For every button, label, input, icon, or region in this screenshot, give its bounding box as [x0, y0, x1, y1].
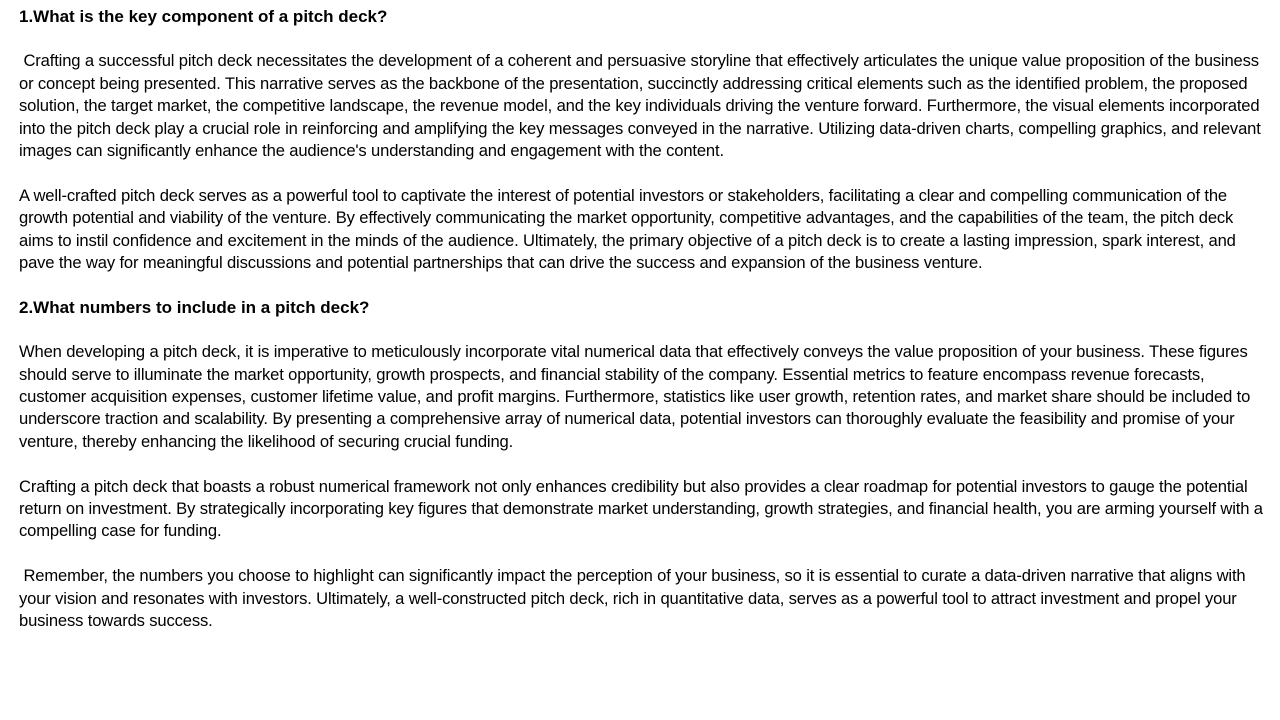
spacer	[19, 319, 1269, 341]
section-1-paragraph-1: Crafting a successful pitch deck necessitates the development of a coherent and persuasive storyline that effectively articulates the unique value proposition of the business or concept being presented. This narrative serves as the backbone of the presentation, succinctly addressing critical elements such as the identified problem, the proposed solution, the target market, the competitive landscape, the revenue model, and the key individuals driving the venture forward. Furthermore, the visual elements incorporated into the pitch deck play a crucial role in reinforcing and amplifying the key messages conveyed in the narrative. Utilizing data-driven charts, compelling graphics, and relevant images can significantly enhance the audience's understanding and engagement with the content.	[19, 51, 1266, 161]
spacer	[19, 274, 1269, 296]
slide-content	[19, 6, 1269, 632]
spacer	[19, 28, 1269, 50]
spacer	[19, 543, 1269, 565]
section-1-paragraph-2: A well-crafted pitch deck serves as a powerful tool to captivate the interest of potential investors or stakeholders, facilitating a clear and compelling communication of the growth potential and viability of the venture. By effectively communicating the market opportunity, competitive advantages, and the capabilities of the team, the pitch deck aims to instil confidence and excitement in the minds of the audience. Ultimately, the primary objective of a pitch deck is to create a lasting impression, spark interest, and pave the way for meaningful discussions and potential partnerships that can drive the success and expansion of the business venture.	[19, 185, 1236, 273]
spacer	[19, 162, 1269, 184]
spacer	[19, 453, 1269, 475]
section-2-heading: 2.What numbers to include in a pitch deck?	[19, 297, 370, 317]
section-1-heading: 1.What is the key component of a pitch deck?	[19, 7, 388, 26]
section-2-paragraph-3: Remember, the numbers you choose to highlight can significantly impact the perception of your business, so it is essential to curate a data-driven narrative that aligns with your vision and resonates with investors. Ultimately, a well-constructed pitch deck, rich in quantitative data, serves as a powerful tool to attract investment and propel your business towards success.	[19, 566, 1250, 631]
section-2-paragraph-1: When developing a pitch deck, it is imperative to meticulously incorporate vital numerical data that effectively conveys the value proposition of your business. These figures should serve to illuminate the market opportunity, growth prospects, and financial stability of the company. Essential metrics to feature encompass revenue forecasts, customer acquisition expenses, customer lifetime value, and profit margins. Furthermore, statistics like user growth, retention rates, and market share should be included to underscore traction and scalability. By presenting a comprehensive array of numerical data, potential investors can thoroughly evaluate the feasibility and promise of your venture, thereby enhancing the likelihood of securing crucial funding.	[19, 342, 1251, 451]
section-2-paragraph-2: Crafting a pitch deck that boasts a robust numerical framework not only enhances credibility but also provides a clear roadmap for potential investors to gauge the potential return on investment. By strategically incorporating key figures that demonstrate market understanding, growth strategies, and financial health, you are arming yourself with a compelling case for funding.	[19, 476, 1263, 541]
